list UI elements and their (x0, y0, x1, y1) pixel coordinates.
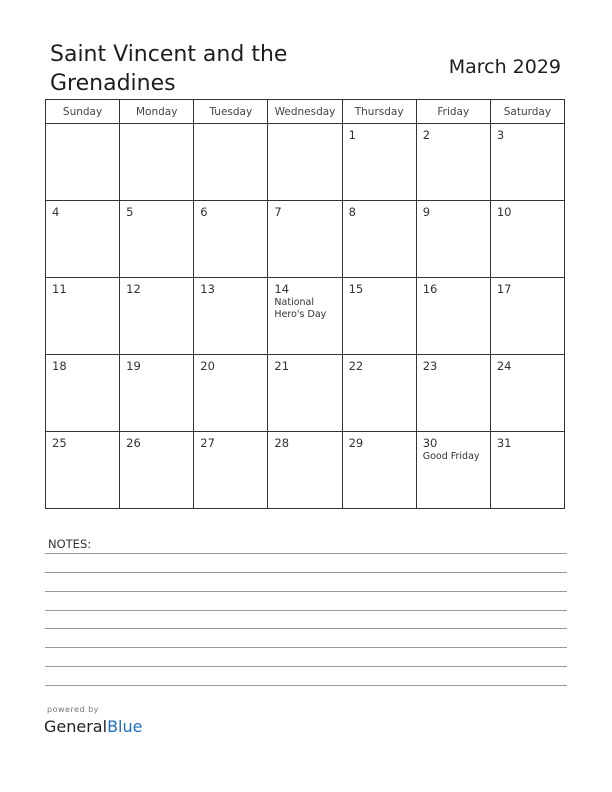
note-line (45, 666, 567, 667)
day-number: 29 (348, 436, 364, 450)
day-cell (490, 124, 564, 201)
day-cell (194, 278, 268, 355)
day-cell (416, 278, 490, 355)
day-number: 18 (52, 359, 67, 373)
day-cell (194, 124, 268, 201)
weekday-wednesday: Wednesday (268, 100, 342, 124)
day-number: 28 (274, 436, 290, 450)
calendar-grid (45, 99, 565, 509)
note-line (45, 572, 567, 573)
day-number: 14 (274, 282, 290, 296)
brand-text-general: General (44, 717, 108, 736)
note-line (45, 610, 567, 611)
day-number: 24 (496, 359, 512, 373)
day-number: 12 (126, 282, 141, 296)
weekday-monday: Monday (120, 100, 194, 124)
week-row (46, 355, 565, 432)
day-number: 15 (348, 282, 364, 296)
week-row (46, 124, 565, 201)
weekday-tuesday: Tuesday (194, 100, 268, 124)
day-number: 2 (422, 128, 431, 142)
day-cell (342, 124, 416, 201)
day-cell (342, 432, 416, 509)
day-cell (46, 124, 120, 201)
day-number: 3 (496, 128, 505, 142)
day-cell (268, 278, 342, 355)
day-cell (120, 432, 194, 509)
day-cell (490, 278, 564, 355)
weekday-header-row (46, 100, 565, 124)
day-number: 25 (52, 436, 67, 450)
day-number: 23 (422, 359, 438, 373)
day-number: 5 (126, 205, 134, 219)
weekday-thursday: Thursday (342, 100, 416, 124)
day-number: 8 (348, 205, 356, 219)
day-cell (342, 278, 416, 355)
day-cell (120, 201, 194, 278)
day-cell (416, 355, 490, 432)
day-cell (46, 201, 120, 278)
day-number: 17 (496, 282, 512, 296)
day-number: 16 (422, 282, 438, 296)
week-row (46, 278, 565, 355)
day-number: 11 (52, 282, 67, 296)
day-number: 10 (496, 205, 512, 219)
day-number: 21 (274, 359, 290, 373)
day-cell (416, 124, 490, 201)
note-line (45, 647, 567, 648)
day-number: 6 (200, 205, 208, 219)
day-cell (268, 355, 342, 432)
day-number: 22 (348, 359, 364, 373)
day-cell (342, 355, 416, 432)
day-cell (268, 201, 342, 278)
powered-by-text: powered by (47, 705, 99, 714)
weekday-friday: Friday (416, 100, 490, 124)
weekday-sunday: Sunday (46, 100, 120, 124)
weekday-saturday: Saturday (490, 100, 564, 124)
brand-logo (44, 717, 142, 736)
day-number: 19 (126, 359, 141, 373)
day-number: 30 (422, 436, 438, 450)
day-number: 20 (200, 359, 215, 373)
brand-text-blue: Blue (107, 717, 143, 736)
notes-label: NOTES: (48, 537, 92, 551)
note-line (45, 591, 567, 592)
day-number: 27 (200, 436, 215, 450)
day-number: 4 (52, 205, 60, 219)
day-cell (120, 355, 194, 432)
day-cell (490, 355, 564, 432)
day-cell (416, 201, 490, 278)
day-cell (490, 432, 564, 509)
holiday-label: National Hero's Day (274, 297, 327, 320)
day-cell (46, 432, 120, 509)
day-cell (490, 201, 564, 278)
day-cell (194, 201, 268, 278)
day-number: 13 (200, 282, 215, 296)
country-title: Saint Vincent and the Grenadines (50, 42, 288, 96)
month-title: March 2029 (448, 56, 561, 78)
day-cell (46, 355, 120, 432)
note-line (45, 553, 567, 554)
day-number: 1 (348, 128, 356, 142)
day-cell (194, 355, 268, 432)
day-cell (268, 124, 342, 201)
day-cell (120, 278, 194, 355)
week-row (46, 432, 565, 509)
day-cell (268, 432, 342, 509)
day-number: 9 (422, 205, 431, 219)
holiday-label: Good Friday (422, 451, 480, 462)
day-number: 31 (496, 436, 512, 450)
day-cell (194, 432, 268, 509)
day-cell (46, 278, 120, 355)
day-number: 26 (126, 436, 141, 450)
day-cell (120, 124, 194, 201)
day-number: 7 (274, 205, 282, 219)
note-line (45, 628, 567, 629)
note-line (45, 685, 567, 686)
day-cell (342, 201, 416, 278)
day-cell (416, 432, 490, 509)
week-row (46, 201, 565, 278)
